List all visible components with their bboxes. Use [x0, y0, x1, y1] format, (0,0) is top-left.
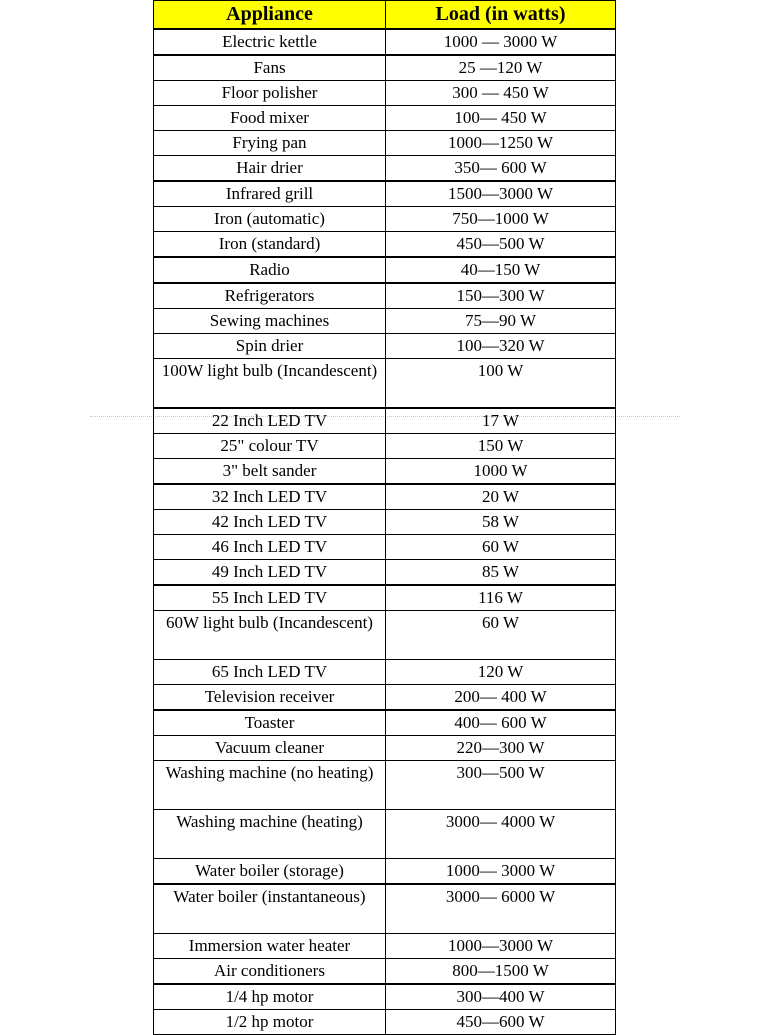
table-row [154, 29, 616, 55]
appliance-cell: Hair drier [154, 156, 386, 182]
appliance-cell: 22 Inch LED TV [154, 408, 386, 434]
load-cell: 1000—3000 W [386, 934, 616, 959]
appliance-cell: 3" belt sander [154, 459, 386, 485]
table-row [154, 131, 616, 156]
load-cell: 3000— 6000 W [386, 884, 616, 934]
appliance-cell: Frying pan [154, 131, 386, 156]
table-row [154, 207, 616, 232]
appliance-cell: Infrared grill [154, 181, 386, 207]
table-row [154, 309, 616, 334]
load-cell: 450—600 W [386, 1010, 616, 1035]
table-row [154, 810, 616, 859]
load-cell: 100 W [386, 359, 616, 409]
table-row [154, 181, 616, 207]
table-row [154, 55, 616, 81]
table-row [154, 710, 616, 736]
appliance-cell: Iron (automatic) [154, 207, 386, 232]
load-cell: 450—500 W [386, 232, 616, 258]
appliance-cell: Water boiler (instantaneous) [154, 884, 386, 934]
load-cell: 150—300 W [386, 283, 616, 309]
appliance-cell: Food mixer [154, 106, 386, 131]
table-row [154, 884, 616, 934]
table-row [154, 685, 616, 711]
table-row [154, 484, 616, 510]
table-row [154, 106, 616, 131]
table-row [154, 611, 616, 660]
table-row [154, 585, 616, 611]
table-row [154, 984, 616, 1010]
appliance-cell: 49 Inch LED TV [154, 560, 386, 586]
table-row [154, 156, 616, 182]
load-cell: 300—500 W [386, 761, 616, 810]
table-row [154, 334, 616, 359]
table-row [154, 510, 616, 535]
appliance-cell: Electric kettle [154, 29, 386, 55]
appliance-cell: Iron (standard) [154, 232, 386, 258]
appliance-cell: Toaster [154, 710, 386, 736]
appliance-cell: 65 Inch LED TV [154, 660, 386, 685]
appliance-cell: Washing machine (heating) [154, 810, 386, 859]
table-row [154, 959, 616, 985]
load-cell: 200— 400 W [386, 685, 616, 711]
appliance-cell: 1/2 hp motor [154, 1010, 386, 1035]
load-cell: 1500—3000 W [386, 181, 616, 207]
appliance-cell: 55 Inch LED TV [154, 585, 386, 611]
table-row [154, 560, 616, 586]
load-cell: 25 —120 W [386, 55, 616, 81]
load-cell: 120 W [386, 660, 616, 685]
table-row [154, 359, 616, 409]
appliance-cell: Washing machine (no heating) [154, 761, 386, 810]
appliance-cell: Floor polisher [154, 81, 386, 106]
appliance-cell: Air conditioners [154, 959, 386, 985]
table-row [154, 434, 616, 459]
load-cell: 1000 — 3000 W [386, 29, 616, 55]
appliance-cell: 42 Inch LED TV [154, 510, 386, 535]
table-row [154, 660, 616, 685]
load-cell: 60 W [386, 535, 616, 560]
load-cell: 85 W [386, 560, 616, 586]
header-appliance: Appliance [154, 1, 386, 30]
table-row [154, 535, 616, 560]
appliance-cell: 60W light bulb (Incandescent) [154, 611, 386, 660]
load-cell: 100— 450 W [386, 106, 616, 131]
load-cell: 150 W [386, 434, 616, 459]
load-cell: 800—1500 W [386, 959, 616, 985]
appliance-cell: 1/4 hp motor [154, 984, 386, 1010]
table-row [154, 257, 616, 283]
appliance-cell: 46 Inch LED TV [154, 535, 386, 560]
table-header-row [154, 1, 616, 30]
appliance-cell: Radio [154, 257, 386, 283]
load-cell: 750—1000 W [386, 207, 616, 232]
appliance-cell: Water boiler (storage) [154, 859, 386, 885]
appliance-cell: Fans [154, 55, 386, 81]
table-row [154, 232, 616, 258]
table-body [154, 29, 616, 1035]
load-cell: 400— 600 W [386, 710, 616, 736]
table-row [154, 761, 616, 810]
table-row [154, 283, 616, 309]
appliance-cell: Television receiver [154, 685, 386, 711]
load-cell: 40—150 W [386, 257, 616, 283]
appliance-cell: 100W light bulb (Incandescent) [154, 359, 386, 409]
appliance-cell: Refrigerators [154, 283, 386, 309]
load-cell: 3000— 4000 W [386, 810, 616, 859]
load-cell: 100—320 W [386, 334, 616, 359]
header-load: Load (in watts) [386, 1, 616, 30]
table-row [154, 934, 616, 959]
appliance-cell: Spin drier [154, 334, 386, 359]
load-cell: 58 W [386, 510, 616, 535]
load-cell: 1000 W [386, 459, 616, 485]
load-cell: 300—400 W [386, 984, 616, 1010]
appliance-cell: Immersion water heater [154, 934, 386, 959]
appliance-cell: 25" colour TV [154, 434, 386, 459]
table-row [154, 408, 616, 434]
load-cell: 116 W [386, 585, 616, 611]
load-cell: 1000— 3000 W [386, 859, 616, 885]
table-row [154, 859, 616, 885]
appliance-cell: Vacuum cleaner [154, 736, 386, 761]
table-row [154, 459, 616, 485]
load-cell: 75—90 W [386, 309, 616, 334]
appliance-cell: Sewing machines [154, 309, 386, 334]
load-cell: 220—300 W [386, 736, 616, 761]
table-row [154, 736, 616, 761]
load-cell: 17 W [386, 408, 616, 434]
load-cell: 20 W [386, 484, 616, 510]
load-cell: 60 W [386, 611, 616, 660]
table-row [154, 1010, 616, 1035]
table-row [154, 81, 616, 106]
appliance-load-table [153, 0, 616, 1035]
load-cell: 350— 600 W [386, 156, 616, 182]
appliance-cell: 32 Inch LED TV [154, 484, 386, 510]
load-cell: 1000—1250 W [386, 131, 616, 156]
load-cell: 300 — 450 W [386, 81, 616, 106]
